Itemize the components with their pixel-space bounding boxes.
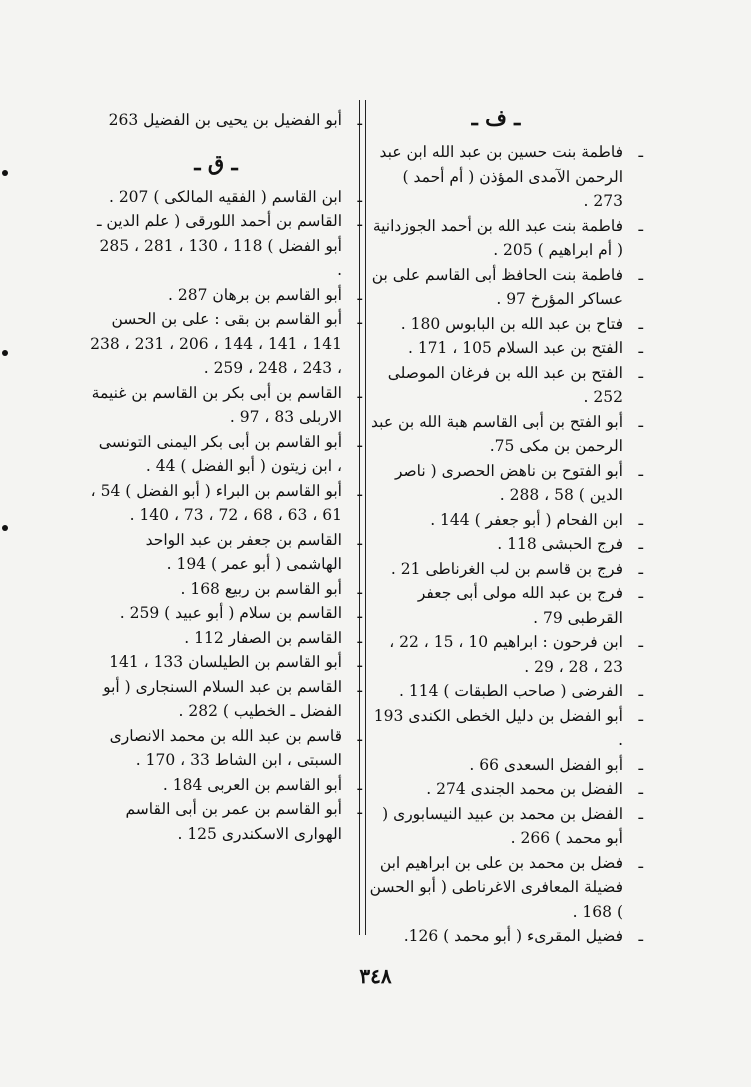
index-entry bbox=[90, 773, 362, 798]
index-entry bbox=[369, 679, 643, 704]
index-entry bbox=[369, 263, 643, 312]
entry-dash: ـ bbox=[357, 530, 362, 549]
entry-dash: ـ bbox=[638, 780, 643, 798]
entry-dash: ـ bbox=[357, 285, 362, 304]
entry-text: أبو القاسم بن ربيع 168 . bbox=[180, 579, 342, 598]
entry-text: فضيل المقرىء ( أبو محمد ) 126. bbox=[403, 927, 623, 945]
index-entry bbox=[90, 283, 362, 308]
column-divider bbox=[365, 100, 366, 935]
index-entry bbox=[369, 753, 643, 778]
index-entry bbox=[90, 479, 362, 528]
entry-text: أبو القاسم بن عمر بن أبى القاسم الهوارى الاسكندرى 125 . bbox=[125, 800, 342, 843]
entry-text: فضل بن محمد بن على بن ابراهيم ابن فضيلة المعافرى الاغرناطى ( أبو الحسن ) 168 . bbox=[369, 853, 623, 921]
entry-dash: ـ bbox=[638, 461, 643, 480]
entry-list bbox=[90, 185, 362, 847]
entry-text: أبو الفضل بن دليل الخطى الكندى 193 . bbox=[373, 706, 623, 749]
entry-dash: ـ bbox=[638, 265, 643, 284]
margin-mark bbox=[2, 170, 8, 176]
entry-text: أبو القاسم بن برهان 287 . bbox=[168, 285, 342, 304]
index-entry bbox=[369, 630, 643, 679]
entry-text: الفتح بن عبد السلام 105 ، 171 . bbox=[407, 339, 623, 357]
entry-text: فرج بن قاسم بن لب الغرناطى 21 . bbox=[390, 559, 623, 578]
entry-text: أبو القاسم بن الطيلسان 133 ، 141 bbox=[109, 653, 342, 671]
index-entry bbox=[369, 312, 643, 337]
entry-dash: ـ bbox=[638, 143, 643, 161]
entry-text: ابن فرحون : ابراهيم 10 ، 15 ، 22 ، 23 ، 28 ، 29 . bbox=[389, 633, 623, 676]
index-entry bbox=[90, 528, 362, 577]
entry-text: أبو الفتوح بن ناهض الحصرى ( ناصر الدين ) 58 ، 288 . bbox=[394, 461, 623, 504]
entry-dash: ـ bbox=[638, 633, 643, 651]
entry-dash: ـ bbox=[638, 804, 643, 823]
entry-text: القاسم بن أبى بكر بن القاسم بن غنيمة الاربلى 83 ، 97 . bbox=[91, 383, 342, 426]
right-column bbox=[369, 104, 643, 949]
entry-dash: ـ bbox=[638, 339, 643, 357]
margin-mark bbox=[2, 350, 8, 356]
entry-dash: ـ bbox=[638, 584, 643, 602]
index-entry bbox=[90, 185, 362, 210]
index-entry bbox=[90, 430, 362, 479]
entry-dash: ـ bbox=[638, 559, 643, 578]
entry-text: ابن القاسم ( الفقيه المالكى ) 207 . bbox=[108, 187, 342, 206]
index-entry bbox=[369, 214, 643, 263]
index-entry bbox=[90, 675, 362, 724]
index-entry bbox=[369, 361, 643, 410]
entry-dash: ـ bbox=[357, 726, 362, 745]
entry-dash: ـ bbox=[357, 800, 362, 818]
page-number: ٣٤٨ bbox=[359, 964, 392, 988]
index-entry bbox=[369, 140, 643, 214]
section-letter-qaf: ـ ق ـ bbox=[194, 149, 238, 175]
index-entry bbox=[369, 924, 643, 949]
index-entry bbox=[369, 704, 643, 753]
entry-text: القاسم بن سلام ( أبو عبيد ) 259 . bbox=[119, 604, 342, 622]
entry-text: أبو القاسم بن العربى 184 . bbox=[162, 775, 342, 794]
entry-text: القاسم بن أحمد اللورقى ( علم الدين ـ أبو الفضل ) 118 ، 130 ، 281 ، 285 . bbox=[96, 212, 342, 279]
index-entry bbox=[369, 581, 643, 630]
index-entry bbox=[369, 459, 643, 508]
index-entry: ـ أبو الفضيل بن يحيى بن الفضيل 263 bbox=[108, 111, 362, 129]
entry-text: الفضل بن محمد الجندى 274 . bbox=[426, 780, 623, 798]
entry-text: القاسم بن الصفار 112 . bbox=[184, 628, 342, 647]
index-entry bbox=[369, 802, 643, 851]
index-entry bbox=[90, 577, 362, 602]
entry-dash: ـ bbox=[357, 579, 362, 598]
entry-text: القاسم بن جعفر بن عبد الواحد الهاشمى ( أبو عمر ) 194 . bbox=[145, 530, 342, 573]
entry-dash: ـ bbox=[638, 412, 643, 431]
entry-dash: ـ bbox=[638, 535, 643, 553]
index-entry bbox=[90, 650, 362, 675]
entry-text: القاسم بن عبد السلام السنجارى ( أبو الفضل ـ الخطيب ) 282 . bbox=[103, 677, 342, 720]
entry-list bbox=[369, 140, 643, 949]
entry-text: أبو الفضل السعدى 66 . bbox=[469, 755, 623, 774]
index-entry bbox=[369, 336, 643, 361]
entry-text: فرج الحبشى 118 . bbox=[497, 535, 623, 553]
entry-text: فاطمة بنت عبد الله بن أحمد الجوزدانية ( أم ابراهيم ) 205 . bbox=[372, 216, 623, 259]
entry-dash: ـ bbox=[357, 653, 362, 671]
entry-dash: ـ bbox=[638, 510, 643, 529]
index-entry bbox=[369, 532, 643, 557]
entry-dash: ـ bbox=[357, 310, 362, 328]
entry-dash: ـ bbox=[638, 314, 643, 333]
entry-dash: ـ bbox=[638, 706, 643, 725]
entry-dash: ـ bbox=[357, 187, 362, 206]
entry-text: أبو القاسم بن البراء ( أبو الفضل ) 54 ، 61 ، 63 ، 68 ، 72 ، 73 ، 140 . bbox=[90, 481, 342, 524]
left-column bbox=[90, 108, 362, 846]
entry-dash: ـ bbox=[357, 212, 362, 230]
entry-dash: ـ bbox=[638, 927, 643, 945]
entry-dash: ـ bbox=[357, 677, 362, 696]
index-entry bbox=[369, 851, 643, 925]
entry-text: أبو القاسم بن أبى بكر اليمنى التونسى ، ابن زيتون ( أبو الفضل ) 44 . bbox=[98, 432, 342, 475]
index-entry bbox=[90, 601, 362, 626]
index-entry bbox=[369, 410, 643, 459]
index-entry bbox=[369, 557, 643, 582]
index-entry bbox=[90, 209, 362, 283]
entry-text: الفرضى ( صاحب الطبقات ) 114 . bbox=[399, 682, 623, 700]
index-entry bbox=[90, 797, 362, 846]
entry-text: الفضل بن محمد بن عبيد النيسابورى ( أبو محمد ) 266 . bbox=[382, 804, 623, 847]
entry-text: فرج بن عبد الله مولى أبى جعفر القرطبى 79 . bbox=[417, 584, 623, 627]
index-entry bbox=[90, 307, 362, 381]
entry-dash: ـ bbox=[357, 604, 362, 622]
entry-text: أبو القاسم بن بقى : على بن الحسن 141 ، 141 ، 144 ، 206 ، 231 ، 238 ، 243 ، 248 ، 259 . bbox=[90, 310, 342, 377]
entry-dash: ـ bbox=[357, 432, 362, 451]
index-entry bbox=[369, 508, 643, 533]
section-letter-fa: ـ ف ـ bbox=[471, 105, 521, 130]
entry-text: أبو الفتح بن أبى القاسم هبة الله بن عبد الرحمن بن مكى 75. bbox=[371, 412, 623, 455]
entry-dash: ـ bbox=[638, 682, 643, 700]
index-entry bbox=[90, 381, 362, 430]
margin-mark bbox=[2, 525, 8, 531]
entry-text: قاسم بن عبد الله بن محمد الانصارى السبتى ، ابن الشاط 33 ، 170 . bbox=[109, 726, 342, 769]
entry-dash: ـ bbox=[638, 216, 643, 235]
entry-text: ابن الفحام ( أبو جعفر ) 144 . bbox=[430, 510, 623, 529]
entry-text: الفتح بن عبد الله بن فرغان الموصلى 252 . bbox=[387, 363, 623, 406]
entry-text: فتاح بن عبد الله بن البابوس 180 . bbox=[400, 314, 623, 333]
entry-dash: ـ bbox=[638, 755, 643, 774]
entry-dash: ـ bbox=[357, 481, 362, 500]
entry-dash: ـ bbox=[638, 363, 643, 382]
entry-dash: ـ bbox=[357, 775, 362, 794]
entry-dash: ـ bbox=[638, 853, 643, 872]
index-entry bbox=[90, 724, 362, 773]
entry-dash: ـ bbox=[357, 383, 362, 402]
index-entry bbox=[90, 626, 362, 651]
entry-dash: ـ bbox=[357, 628, 362, 647]
entry-text: فاطمة بنت الحافظ أبى القاسم على بن عساكر المؤرخ 97 . bbox=[371, 265, 623, 308]
entry-text: فاطمة بنت حسين بن عبد الله ابن عبد الرحمن الآمدى المؤذن ( أم أحمد ) 273 . bbox=[379, 143, 623, 210]
index-entry bbox=[369, 777, 643, 802]
